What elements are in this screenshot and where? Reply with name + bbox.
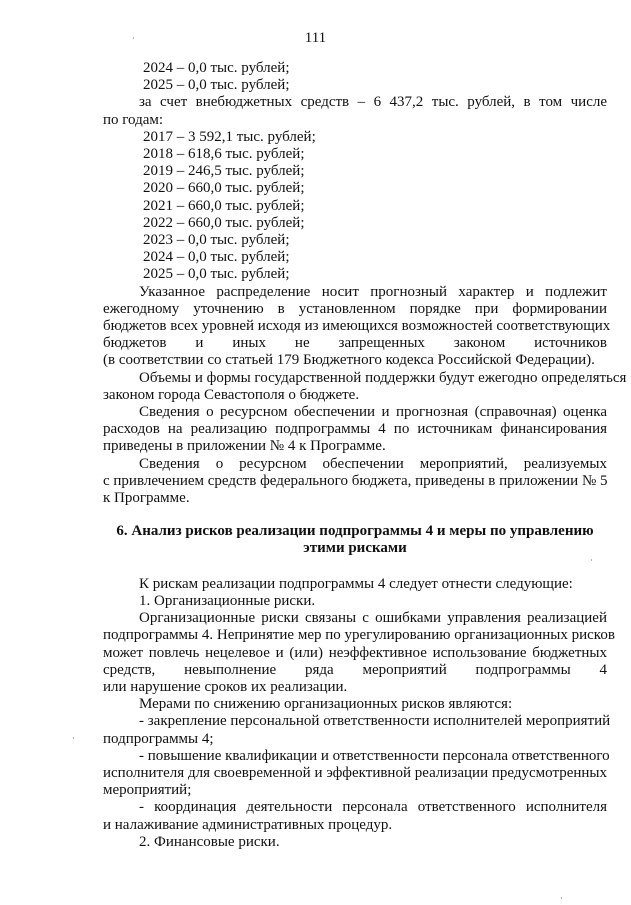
paragraph-line: Организационные риски связаны с ошибками управления реализацией	[139, 610, 607, 627]
measure-item	[103, 747, 610, 800]
paragraph-resources	[103, 404, 607, 456]
list-item: 2023 – 0,0 тыс. рублей;	[143, 232, 290, 249]
list-item: 2019 – 246,5 тыс. рублей;	[143, 163, 305, 180]
list-item: 2018 – 618,6 тыс. рублей;	[143, 146, 305, 163]
paragraph-volumes	[103, 369, 627, 404]
paragraph-line: - повышение квалификации и ответственности персонала ответственного	[139, 747, 610, 764]
paragraph-distribution	[103, 283, 611, 370]
paragraph-line: подпрограммы 4;	[103, 730, 214, 747]
paragraph-line: Сведения о ресурсном обеспечении и прогнозная (справочная) оценка	[139, 404, 607, 421]
paragraph-line: или нарушение сроков их реализации.	[103, 678, 348, 695]
paragraph-line: бюджетов всех уровней исходя из имеющихся возможностей соответствующих	[103, 318, 611, 335]
paragraph-line: законом города Севастополя о бюджете.	[103, 386, 360, 403]
list-item: 2020 – 660,0 тыс. рублей;	[143, 180, 305, 197]
list-item: 2022 – 660,0 тыс. рублей;	[143, 214, 305, 231]
section-heading	[103, 523, 607, 557]
scan-speck: ·	[560, 894, 563, 903]
list-item: 2025 – 0,0 тыс. рублей;	[143, 77, 290, 94]
paragraph-line: подпрограммы 4. Непринятие мер по урегулированию организационных рисков	[103, 627, 615, 644]
paragraph-line: может повлечь нецелевое и (или) неэффективное использование бюджетных	[103, 644, 607, 661]
fin-risks-item: 2. Финансовые риски.	[139, 833, 280, 850]
paragraph-line: Указанное распределение носит прогнозный характер и подлежит	[139, 283, 607, 300]
measures-intro: Мерами по снижению организационных рисков являются:	[139, 696, 513, 713]
paragraph-org-risks	[103, 610, 615, 696]
paragraph-line: - координация деятельности персонала ответственного исполнителя	[139, 799, 607, 816]
paragraph-federal	[103, 456, 607, 508]
paragraph-line: Сведения о ресурсном обеспечении мероприятий, реализуемых	[139, 455, 607, 472]
list-item: 2025 – 0,0 тыс. рублей;	[143, 266, 290, 283]
section-heading-line: 6. Анализ рисков реализации подпрограммы 4 и меры по управлению	[116, 523, 594, 540]
paragraph-line: и налаживание административных процедур.	[103, 816, 393, 833]
page-number: 111	[304, 30, 327, 46]
paragraph-line: - закрепление персональной ответственности исполнителей мероприятий	[139, 713, 611, 730]
paragraph-line: приведены в приложении № 4 к Программе.	[103, 438, 386, 455]
paragraph-line: Объемы и формы государственной поддержки будут ежегодно определяться	[139, 369, 627, 386]
paragraph-line: исполнителя для своевременной и эффективной реализации предусмотренных	[103, 764, 607, 781]
paragraph-line: (в соответствии со статьей 179 Бюджетного кодекса Российской Федерации).	[103, 352, 595, 369]
paragraph-line: ежегодному уточнению в установленном порядке при формировании	[103, 300, 607, 317]
extra-budget-line: за счет внебюджетных средств – 6 437,2 тыс. рублей, в том числе	[139, 94, 607, 111]
document-body	[103, 60, 627, 851]
scan-speck: ·	[590, 556, 593, 565]
list-item: 2024 – 0,0 тыс. рублей;	[143, 249, 290, 266]
risks-intro: К рискам реализации подпрограммы 4 следует отнести следующие:	[139, 575, 573, 592]
org-risks-item: 1. Организационные риски.	[139, 592, 316, 609]
paragraph-line: к Программе.	[103, 490, 190, 507]
scan-speck: ·	[72, 734, 75, 743]
scan-speck: ·	[132, 34, 135, 43]
paragraph-line: бюджетов и иных не запрещенных законом источников	[103, 335, 607, 352]
paragraph-line: расходов на реализацию подпрограммы 4 по источникам финансирования	[103, 421, 607, 438]
extra-budget-line-cont: по годам:	[103, 111, 164, 128]
list-item: 2021 – 660,0 тыс. рублей;	[143, 197, 305, 214]
section-heading-line: этими рисками	[303, 540, 407, 557]
paragraph-line: мероприятий;	[103, 782, 192, 799]
paragraph-line: с привлечением средств федерального бюджета, приведены в приложении № 5	[103, 472, 608, 489]
list-item: 2017 – 3 592,1 тыс. рублей;	[143, 128, 316, 145]
list-item: 2024 – 0,0 тыс. рублей;	[143, 60, 290, 76]
measure-item	[103, 799, 607, 833]
paragraph-line: средств, невыполнение ряда мероприятий подпрограммы 4	[103, 661, 607, 678]
measure-item	[103, 713, 611, 747]
